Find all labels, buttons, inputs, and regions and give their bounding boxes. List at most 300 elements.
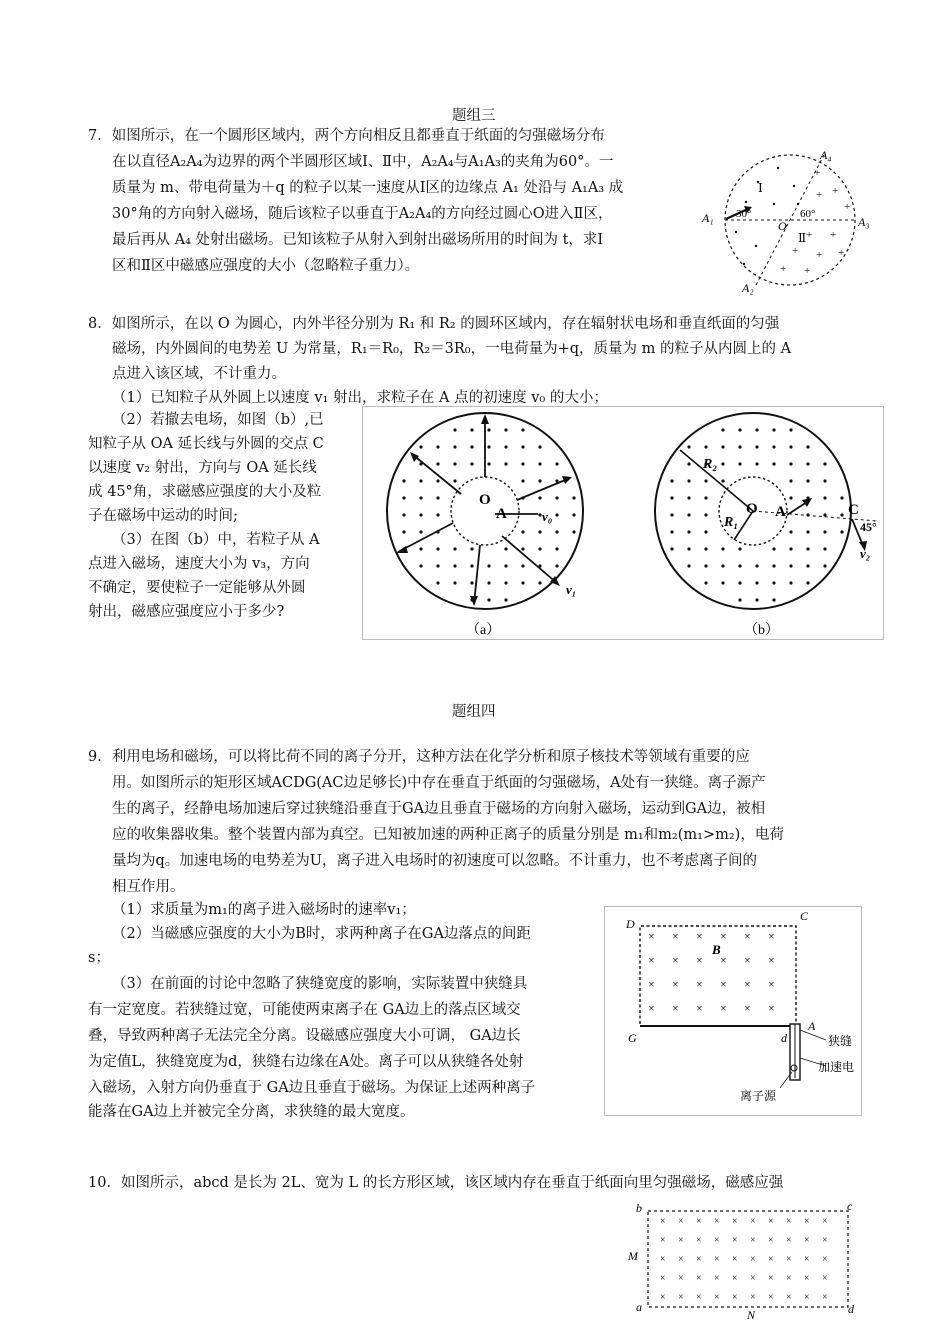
field-dot [789, 564, 792, 567]
field-cross: × [660, 1254, 666, 1265]
field-cross: × [786, 1216, 792, 1227]
field-dot [772, 462, 775, 465]
field-cross: × [672, 929, 679, 943]
field-dot [470, 462, 473, 465]
q8b-label-v2: v₂ [860, 546, 871, 561]
field-dot [555, 496, 558, 499]
field-dot [538, 462, 541, 465]
field-dot [721, 462, 724, 465]
field-dot [755, 445, 758, 448]
field-cross: × [786, 1292, 792, 1303]
q7-line-2: 在以直径A₂A₄为边界的两个半圆形区域Ⅰ、Ⅱ中，A₂A₄与A₁A₃的夹角为60°。一 [112, 154, 614, 170]
q10-label-m: M [628, 1249, 638, 1263]
q8b-caption: （b） [744, 623, 779, 638]
q8a-label-v0: v₀ [542, 509, 553, 524]
q10-label-c: c [847, 1199, 853, 1213]
field-dot [419, 496, 422, 499]
q7-label-region-i: Ⅰ [758, 181, 763, 195]
field-cross: × [822, 1292, 828, 1303]
field-dot [453, 547, 456, 550]
q10-figure [628, 1198, 862, 1328]
q8-figure [362, 406, 884, 640]
field-dot [470, 428, 473, 431]
field-dot [704, 496, 707, 499]
field-dot [721, 581, 724, 584]
field-dot [738, 581, 741, 584]
field-dot [670, 496, 673, 499]
field-dot [555, 513, 558, 516]
field-dot [840, 530, 843, 533]
q10-line-1: 10．如图所示，abcd 是长为 2L、宽为 L 的长方形区域，该区域内存在垂直于纸面向里匀强磁场，磁感应强 [88, 1175, 784, 1191]
q9-side-line-4: （3）在前面的讨论中忽略了狭缝宽度的影响，实际装置中狭缝具 [112, 976, 528, 992]
field-dot [823, 547, 826, 550]
field-dot [823, 564, 826, 567]
q8b-label-c: C [848, 502, 859, 518]
field-dot [504, 462, 507, 465]
field-cross: × [744, 977, 751, 991]
field-cross: × [678, 1273, 684, 1284]
field-dot [687, 445, 690, 448]
field-cross: × [696, 1216, 702, 1227]
field-dot [806, 581, 809, 584]
field-cross: × [678, 1235, 684, 1246]
field-dot [772, 445, 775, 448]
field-dot [789, 445, 792, 448]
q7-figure [696, 146, 886, 296]
field-dot [436, 564, 439, 567]
field-dot [436, 547, 439, 550]
field-cross: × [750, 1292, 756, 1303]
svg-text:+: + [780, 263, 787, 275]
q9-side-line-9: 能落在GA边上并被完全分离，求狭缝的最大宽度。 [88, 1104, 415, 1120]
q9-line-2: 用。如图所示的矩形区域ACDG(AC边足够长)中存在垂直于纸面的匀强磁场，A处有一狭缝。离子源产 [112, 775, 766, 791]
field-cross: × [804, 1235, 810, 1246]
field-cross: × [822, 1254, 828, 1265]
group3-title: 题组三 [452, 108, 496, 124]
field-dot [806, 564, 809, 567]
field-dot [670, 547, 673, 550]
field-dot [755, 598, 758, 601]
field-cross: × [660, 1273, 666, 1284]
q8-figure-frame [363, 407, 884, 640]
field-dot [840, 513, 843, 516]
field-cross: × [672, 1001, 679, 1015]
q10-label-n: N [747, 1308, 756, 1322]
field-dot [704, 530, 707, 533]
q9-line-6: 相互作用。 [112, 879, 185, 895]
field-dot [755, 581, 758, 584]
field-cross: × [732, 1235, 738, 1246]
q9-label-d: D [626, 917, 635, 931]
field-cross: × [750, 1216, 756, 1227]
field-dot [721, 428, 724, 431]
q9-ion-source-icon [791, 1065, 797, 1071]
field-dot [521, 462, 524, 465]
field-dot [721, 445, 724, 448]
field-cross: × [714, 1235, 720, 1246]
field-dot [789, 428, 792, 431]
q9-side-line-8: 入磁场，入射方向仍垂直于 GA边且垂直于磁场。为保证上述两种离子 [88, 1080, 536, 1096]
field-dot [487, 428, 490, 431]
field-dot [772, 547, 775, 550]
field-cross: × [768, 929, 775, 943]
field-dot [721, 547, 724, 550]
field-dot [521, 479, 524, 482]
field-dot [521, 564, 524, 567]
field-dot [755, 462, 758, 465]
field-cross: × [822, 1216, 828, 1227]
field-cross: × [720, 929, 727, 943]
field-dot [704, 547, 707, 550]
q8-side-line-9: 射出，磁感应强度应小于多少? [88, 604, 285, 620]
field-dot [789, 479, 792, 482]
field-dot [755, 564, 758, 567]
field-dot [555, 530, 558, 533]
q10-label-b: b [636, 1201, 642, 1215]
field-dot [402, 479, 405, 482]
field-dot [436, 581, 439, 584]
field-dot [687, 496, 690, 499]
q9-side-line-7: 为定值L，狭缝宽度为d，狭缝右边缘在A处。离子可以从狭缝各处射 [88, 1054, 524, 1070]
q9-label-accel: 加速电 [818, 1060, 855, 1074]
field-dot [670, 530, 673, 533]
q8b-label-o: O [746, 501, 758, 517]
field-dot [487, 564, 490, 567]
q8b-label-a: A [775, 504, 786, 520]
field-cross: × [696, 1273, 702, 1284]
field-cross: × [768, 1292, 774, 1303]
field-dot [687, 479, 690, 482]
q8-line-2: 磁场，内外圆间的电势差 U 为常量，R₁＝R₀，R₂＝3R₀，一电荷量为+q，质量为 m 的粒子从内圆上的 A [112, 341, 792, 357]
field-cross: × [660, 1292, 666, 1303]
field-dot [453, 564, 456, 567]
field-dot [738, 547, 741, 550]
q10-label-a: a [636, 1300, 642, 1314]
q8-line-1: 8．如图所示，在以 O 为圆心，内外半径分别为 R₁ 和 R₂ 的圆环区域内，存在辐射状电场和垂直纸面的匀强 [88, 316, 780, 332]
field-dot [789, 581, 792, 584]
field-dot [738, 564, 741, 567]
q7-label-o: O [778, 219, 787, 233]
field-cross: × [696, 977, 703, 991]
field-cross: × [714, 1216, 720, 1227]
svg-text:+: + [804, 265, 811, 277]
field-cross: × [804, 1292, 810, 1303]
field-dot [721, 564, 724, 567]
q7-label-region-ii: Ⅱ [798, 231, 807, 245]
field-cross: × [768, 1216, 774, 1227]
field-cross: × [678, 1216, 684, 1227]
field-dot [823, 530, 826, 533]
field-cross: × [750, 1273, 756, 1284]
q9-side-line-3: s； [88, 950, 110, 966]
field-cross: × [696, 929, 703, 943]
group4-title: 题组四 [452, 704, 496, 720]
field-dot [470, 581, 473, 584]
q7-crosses-region-II [780, 167, 850, 277]
field-cross: × [696, 1254, 702, 1265]
field-dot [806, 547, 809, 550]
field-cross: × [768, 953, 775, 967]
svg-text:+: + [844, 201, 851, 213]
field-dot [504, 598, 507, 601]
field-dot [538, 547, 541, 550]
field-cross: × [648, 953, 655, 967]
field-dot [738, 598, 741, 601]
field-dot [704, 513, 707, 516]
field-cross: × [714, 1292, 720, 1303]
field-cross: × [732, 1292, 738, 1303]
field-dot [772, 564, 775, 567]
field-cross: × [648, 929, 655, 943]
q8-side-line-1: （2）若撤去电场，如图（b）,已 [112, 412, 324, 428]
q9-label-a: A [808, 1019, 816, 1033]
field-cross: × [744, 953, 751, 967]
q7-line-1: 7．如图所示，在一个圆形区域内，两个方向相反且都垂直于纸面的匀强磁场分布 [88, 128, 605, 144]
field-dot [704, 479, 707, 482]
field-dot [504, 564, 507, 567]
field-dot [487, 581, 490, 584]
field-dot [687, 513, 690, 516]
field-dot [704, 581, 707, 584]
field-dot [555, 547, 558, 550]
q9-label-d-width: d [781, 1031, 787, 1045]
q7-line-5: 最后再从 A₄ 处射出磁场。已知该粒子从射入到射出磁场所用的时间为 t，求Ⅰ [112, 232, 604, 248]
q9-side-line-5: 有一定宽度。若狭缝过宽，可能使两束离子在 GA边上的落点区域交 [88, 1002, 521, 1018]
field-dot [687, 564, 690, 567]
q9-label-b: B [712, 942, 721, 957]
q8-side-line-6: （3）在图（b）中，若粒子从 A [112, 532, 320, 548]
field-dot [436, 479, 439, 482]
field-dot [823, 496, 826, 499]
field-cross: × [822, 1273, 828, 1284]
field-cross: × [744, 1001, 751, 1015]
q7-angle-30: 30° [736, 208, 752, 220]
field-dot [772, 598, 775, 601]
field-dot [470, 564, 473, 567]
field-dot [538, 581, 541, 584]
field-dot [789, 530, 792, 533]
field-dot [436, 496, 439, 499]
q9-line-4: 应的收集器收集。整个装置内部为真空。已知被加速的两种正离子的质量分别是 m₁和m₂(m₁>m₂)，电荷 [112, 827, 784, 843]
field-dot [687, 547, 690, 550]
svg-text:+: + [792, 245, 799, 257]
field-dot [738, 428, 741, 431]
field-dot [521, 530, 524, 533]
field-dot [436, 513, 439, 516]
field-dot [419, 479, 422, 482]
field-dot [738, 445, 741, 448]
q8-line-3: 点进入该区域，不计重力。 [112, 366, 286, 382]
q9-side-line-1: （1）求质量为m₁的离子进入磁场时的速率v₁； [112, 902, 416, 918]
field-dot [738, 462, 741, 465]
q9-figure [604, 906, 862, 1116]
field-cross: × [720, 977, 727, 991]
q8b-angle-45: 45° [860, 520, 877, 534]
q9-line-3: 生的离子，经静电场加速后穿过狭缝沿垂直于GA边且垂直于磁场的方向射入磁场，运动到GA边，被相 [112, 801, 766, 817]
q8a-label-a: A [496, 506, 507, 522]
field-dot [470, 547, 473, 550]
q8a-caption: （a） [466, 623, 501, 638]
q9-line-5: 量均为q。加速电场的电势差为U，离子进入电场时的初速度可以忽略。不计重力，也不考虑离子间的 [112, 853, 757, 869]
field-cross: × [804, 1216, 810, 1227]
field-cross: × [768, 977, 775, 991]
q9-label-c: C [800, 909, 809, 923]
field-dot [538, 445, 541, 448]
field-dot [538, 479, 541, 482]
svg-text:+: + [838, 247, 845, 259]
field-dot [555, 462, 558, 465]
svg-text:+: + [816, 189, 823, 201]
field-dot [419, 445, 422, 448]
field-dot [840, 496, 843, 499]
field-cross: × [660, 1216, 666, 1227]
field-dot [487, 445, 490, 448]
q7-label-a4: A₄ [820, 148, 832, 162]
q7-label-a2: A₂ [742, 281, 754, 295]
field-cross: × [804, 1273, 810, 1284]
field-cross: × [786, 1235, 792, 1246]
q7-line-6: 区和Ⅱ区中磁感应强度的大小（忽略粒子重力）。 [112, 258, 420, 274]
field-dot [670, 513, 673, 516]
field-cross: × [768, 1001, 775, 1015]
field-cross: × [714, 1254, 720, 1265]
field-dot [504, 445, 507, 448]
field-dot [806, 479, 809, 482]
q8-side-line-3: 以速度 v₂ 射出，方向与 OA 延长线 [88, 460, 317, 476]
svg-text:+: + [830, 229, 837, 241]
field-dot [504, 428, 507, 431]
field-cross: × [696, 1001, 703, 1015]
q9-side-line-6: 叠，导致两种离子无法完全分离。设磁感应强度大小可调， GA边长 [88, 1028, 521, 1044]
field-cross: × [720, 953, 727, 967]
q8-side-line-4: 成 45°角，求磁感应强度的大小及粒 [88, 484, 322, 500]
q9-label-g: G [628, 1031, 637, 1045]
q8-subfigure-a [387, 413, 583, 638]
field-cross: × [732, 1254, 738, 1265]
field-dot [453, 581, 456, 584]
q7-label-a3: A₃ [858, 215, 870, 229]
field-dot [453, 445, 456, 448]
field-dot [419, 530, 422, 533]
field-dot [823, 513, 826, 516]
q9-label-slit: 狭缝 [828, 1034, 853, 1048]
field-cross: × [750, 1235, 756, 1246]
q10-field-crosses [660, 1216, 828, 1303]
q8-line-4: （1）已知粒子从外圆上以速度 v₁ 射出，求粒子在 A 点的初速度 v₀ 的大小； [112, 390, 608, 406]
field-cross: × [648, 1001, 655, 1015]
field-dot [487, 598, 490, 601]
field-cross: × [750, 1254, 756, 1265]
field-dot [470, 445, 473, 448]
field-dot [755, 428, 758, 431]
field-cross: × [822, 1235, 828, 1246]
field-dot [789, 462, 792, 465]
field-cross: × [696, 953, 703, 967]
field-dot [436, 462, 439, 465]
field-cross: × [768, 1235, 774, 1246]
field-dot [704, 445, 707, 448]
field-dot [572, 530, 575, 533]
q8-side-line-8: 不确定，要使粒子一定能够从外圆 [88, 580, 306, 596]
field-dot [772, 428, 775, 431]
field-cross: × [786, 1273, 792, 1284]
field-dot [402, 530, 405, 533]
field-dot [521, 581, 524, 584]
field-dot [487, 462, 490, 465]
field-dot [572, 513, 575, 516]
field-dot [806, 445, 809, 448]
q10-label-d: d [848, 1302, 854, 1316]
field-cross: × [768, 1254, 774, 1265]
field-dot [670, 479, 673, 482]
field-cross: × [696, 1235, 702, 1246]
field-dot [823, 462, 826, 465]
field-dot [789, 496, 792, 499]
q8a-inner-circle [451, 477, 519, 545]
field-cross: × [678, 1254, 684, 1265]
field-cross: × [732, 1216, 738, 1227]
field-dot [721, 479, 724, 482]
field-dot [823, 479, 826, 482]
field-dot [504, 581, 507, 584]
q8a-label-v1: v₁ [566, 582, 577, 597]
field-dot [419, 513, 422, 516]
field-cross: × [660, 1235, 666, 1246]
field-dot [806, 462, 809, 465]
field-dot [687, 462, 690, 465]
field-dot [521, 547, 524, 550]
field-dot [402, 513, 405, 516]
field-dot [419, 564, 422, 567]
q7-line-3: 质量为 m、带电荷量为＋q 的粒子以某一速度从Ⅰ区的边缘点 A₁ 处沿与 A₁A₃ 成 [112, 180, 624, 196]
field-dot [402, 496, 405, 499]
svg-text:+: + [832, 185, 839, 197]
q9-line-1: 9．利用电场和磁场，可以将比荷不同的离子分开，这种方法在化学分析和原子核技术等领域有重要的应 [88, 749, 750, 765]
field-dot [538, 530, 541, 533]
q7-angle-60: 60° [800, 208, 816, 220]
field-cross: × [786, 1254, 792, 1265]
field-dot [436, 445, 439, 448]
field-cross: × [768, 1273, 774, 1284]
q7-label-a1: A₁ [702, 211, 714, 225]
q7-line-4: 30°角的方向射入磁场，随后该粒子以垂直于A₂A₄的方向经过圆心O进入Ⅱ区， [112, 206, 613, 222]
q9-figure-frame [605, 907, 862, 1116]
q8-side-line-2: 知粒子从 OA 延长线与外圆的交点 C [88, 436, 324, 452]
q9-label-source: 离子源 [740, 1089, 777, 1103]
q9-side-line-2: （2）当磁感应强度的大小为B时，求两种离子在GA边落点的间距 [112, 926, 531, 942]
field-cross: × [804, 1254, 810, 1265]
field-dot [806, 530, 809, 533]
q8-subfigure-b [655, 413, 877, 638]
field-dot [453, 479, 456, 482]
field-cross: × [714, 1273, 720, 1284]
field-dot [453, 462, 456, 465]
field-cross: × [732, 1273, 738, 1284]
field-dot [572, 496, 575, 499]
svg-text:+: + [806, 229, 813, 241]
field-cross: × [672, 977, 679, 991]
field-dot [453, 428, 456, 431]
field-dot [538, 496, 541, 499]
field-dot [521, 428, 524, 431]
field-dot [555, 564, 558, 567]
field-cross: × [678, 1292, 684, 1303]
field-dot [504, 547, 507, 550]
q8-side-line-5: 子在磁场中运动的时间; [88, 508, 238, 524]
field-cross: × [672, 953, 679, 967]
field-dot [687, 530, 690, 533]
field-dot [772, 581, 775, 584]
